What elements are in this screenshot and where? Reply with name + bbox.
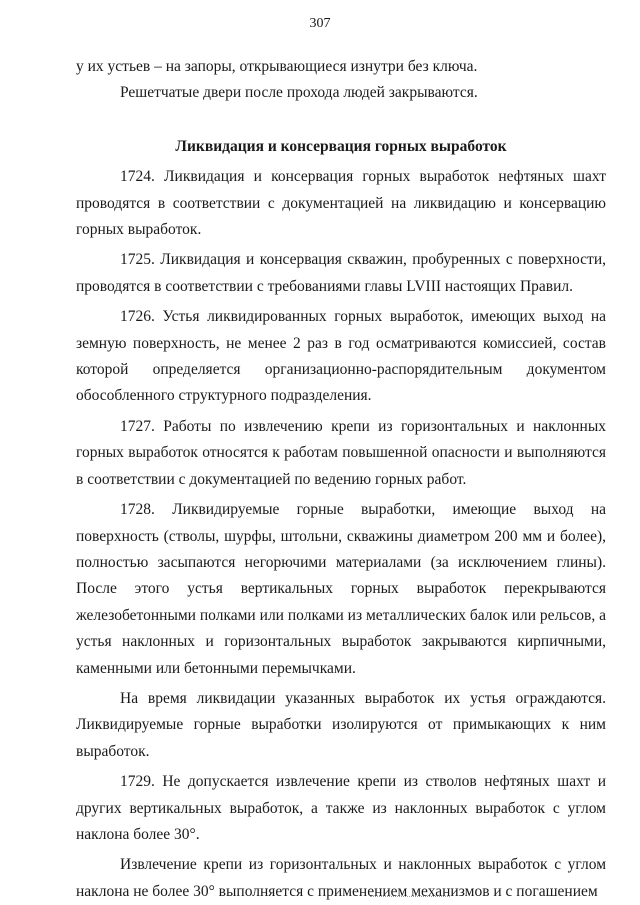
- page-number: 307: [309, 16, 331, 31]
- paragraph-1728: 1728. Ликвидируемые горные выработки, имеющие выход на поверхность (стволы, шурфы, штольни, скважины диаметром 200 мм и более), полностью засыпаются негорючими материалами (за исключением глины). После этого устья вертикальных горных выработок перекрываются железобетонными полками или полками из металлических балок или рельсов, а устья наклонных и горизонтальных выработок закрываются кирпичными, каменными или бетонными перемычками.: [76, 501, 606, 677]
- paragraph-lattice-doors: Решетчатые двери после прохода людей закрываются.: [120, 84, 478, 102]
- paragraph-continuation: у их устьев – на запоры, открывающиеся изнутри без ключа.: [76, 58, 478, 75]
- scan-artifact: [370, 896, 450, 898]
- paragraph-liquidation-fencing: На время ликвидации указанных выработок их устья ограждаются. Ликвидируемые горные выработки изолируются от примыкающих к ним выработок.: [76, 689, 606, 760]
- paragraph-1727: 1727. Работы по извлечению крепи из горизонтальных и наклонных горных выработок относятся к работам повышенной опасности и выполняются в соответствии с документацией по ведению горных работ.: [76, 417, 606, 488]
- paragraph-1729: 1729. Не допускается извлечение крепи из стволов нефтяных шахт и других вертикальных выработок, а также из наклонных выработок с углом наклона более 30°.: [76, 773, 606, 843]
- document-body: [76, 54, 606, 905]
- paragraph-1724: 1724. Ликвидация и консервация горных выработок нефтяных шахт проводятся в соответствии с документацией на ликвидацию и консервацию горных выработок.: [76, 168, 606, 239]
- section-heading: Ликвидация и консервация горных выработок: [175, 137, 507, 155]
- paragraph-support-extraction: Извлечение крепи из горизонтальных и наклонных выработок с углом наклона не более 30° выполняется с применением механизмов и с погашением: [76, 856, 606, 900]
- paragraph-1725: 1725. Ликвидация и консервация скважин, пробуренных с поверхности, проводятся в соответствии с требованиями главы LVIII настоящих Правил.: [76, 251, 606, 295]
- paragraph-1726: 1726. Устья ликвидированных горных выработок, имеющих выход на земную поверхность, не менее 2 раз в год осматриваются комиссией, состав которой определяется организационно-распорядительным документом обособленного структурного подразделения.: [76, 308, 606, 405]
